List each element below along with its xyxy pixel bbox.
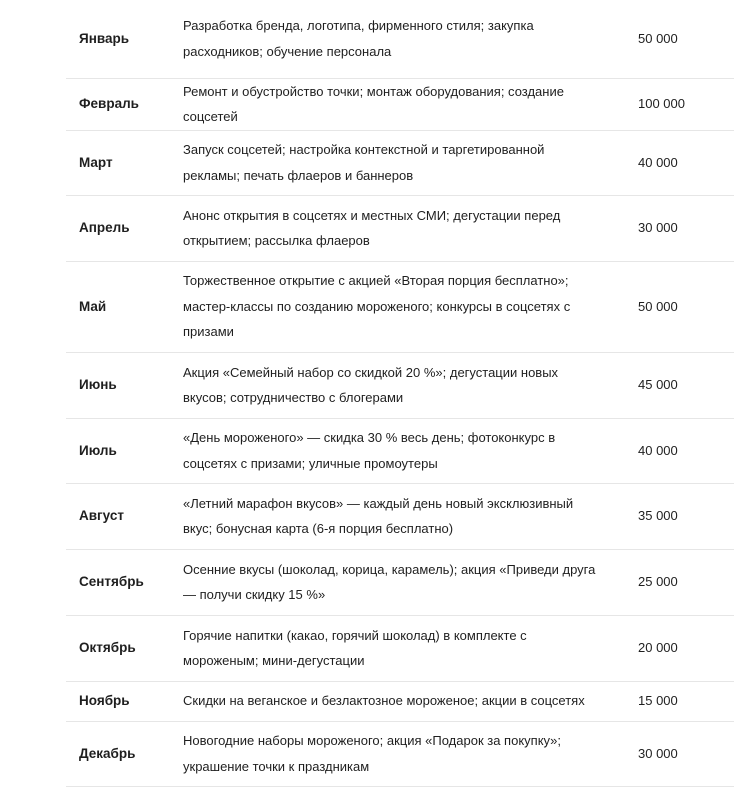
budget-cell: 35 000 bbox=[630, 483, 734, 549]
activity-cell: Скидки на веганское и безлактозное мороженое; акции в соцсетях bbox=[170, 681, 630, 721]
table-row bbox=[66, 78, 734, 130]
budget-cell: 40 000 bbox=[630, 130, 734, 195]
month-cell: Июль bbox=[66, 418, 170, 483]
month-cell: Декабрь bbox=[66, 721, 170, 786]
budget-cell: 50 000 bbox=[630, 0, 734, 78]
month-cell: Ноябрь bbox=[66, 681, 170, 721]
activity-cell: Осенние вкусы (шоколад, корица, карамель); акция «Приведи друга — получи скидку 15 %» bbox=[170, 549, 630, 615]
activity-cell: Запуск соцсетей; настройка контекстной и таргетированной рекламы; печать флаеров и баннеров bbox=[170, 130, 630, 195]
month-cell: Январь bbox=[66, 0, 170, 78]
activity-cell: Разработка бренда, логотипа, фирменного стиля; закупка расходников; обучение персонала bbox=[170, 0, 630, 78]
budget-cell: 50 000 bbox=[630, 261, 734, 352]
budget-cell: 30 000 bbox=[630, 195, 734, 261]
table-row bbox=[66, 261, 734, 352]
budget-cell: 100 000 bbox=[630, 78, 734, 130]
activity-cell: Анонс открытия в соцсетях и местных СМИ; дегустации перед открытием; рассылка флаеров bbox=[170, 195, 630, 261]
table-row bbox=[66, 130, 734, 195]
activity-cell: Торжественное открытие с акцией «Вторая порция бесплатно»; мастер-классы по созданию мороженого; конкурсы в соцсетях с призами bbox=[170, 261, 630, 352]
budget-cell: 20 000 bbox=[630, 615, 734, 681]
month-cell: Август bbox=[66, 483, 170, 549]
month-cell: Май bbox=[66, 261, 170, 352]
activity-cell: «Летний марафон вкусов» — каждый день новый эксклюзивный вкус; бонусная карта (6-я порция бесплатно) bbox=[170, 483, 630, 549]
table-row bbox=[66, 0, 734, 78]
marketing-plan-table bbox=[66, 0, 734, 787]
month-cell: Март bbox=[66, 130, 170, 195]
table-row bbox=[66, 483, 734, 549]
budget-cell: 25 000 bbox=[630, 549, 734, 615]
month-cell: Апрель bbox=[66, 195, 170, 261]
month-cell: Октябрь bbox=[66, 615, 170, 681]
month-cell: Февраль bbox=[66, 78, 170, 130]
table-row bbox=[66, 615, 734, 681]
budget-cell: 40 000 bbox=[630, 418, 734, 483]
budget-cell: 45 000 bbox=[630, 352, 734, 418]
month-cell: Июнь bbox=[66, 352, 170, 418]
table-row bbox=[66, 721, 734, 786]
month-cell: Сентябрь bbox=[66, 549, 170, 615]
table-row bbox=[66, 352, 734, 418]
activity-cell: Новогодние наборы мороженого; акция «Подарок за покупку»; украшение точки к праздникам bbox=[170, 721, 630, 786]
budget-cell: 15 000 bbox=[630, 681, 734, 721]
table-row bbox=[66, 195, 734, 261]
activity-cell: Ремонт и обустройство точки; монтаж оборудования; создание соцсетей bbox=[170, 78, 630, 130]
activity-cell: «День мороженого» — скидка 30 % весь день; фотоконкурс в соцсетях с призами; уличные промоутеры bbox=[170, 418, 630, 483]
activity-cell: Акция «Семейный набор со скидкой 20 %»; дегустации новых вкусов; сотрудничество с блогерами bbox=[170, 352, 630, 418]
table-row bbox=[66, 418, 734, 483]
table-row bbox=[66, 549, 734, 615]
table-row bbox=[66, 681, 734, 721]
activity-cell: Горячие напитки (какао, горячий шоколад) в комплекте с мороженым; мини-дегустации bbox=[170, 615, 630, 681]
budget-cell: 30 000 bbox=[630, 721, 734, 786]
